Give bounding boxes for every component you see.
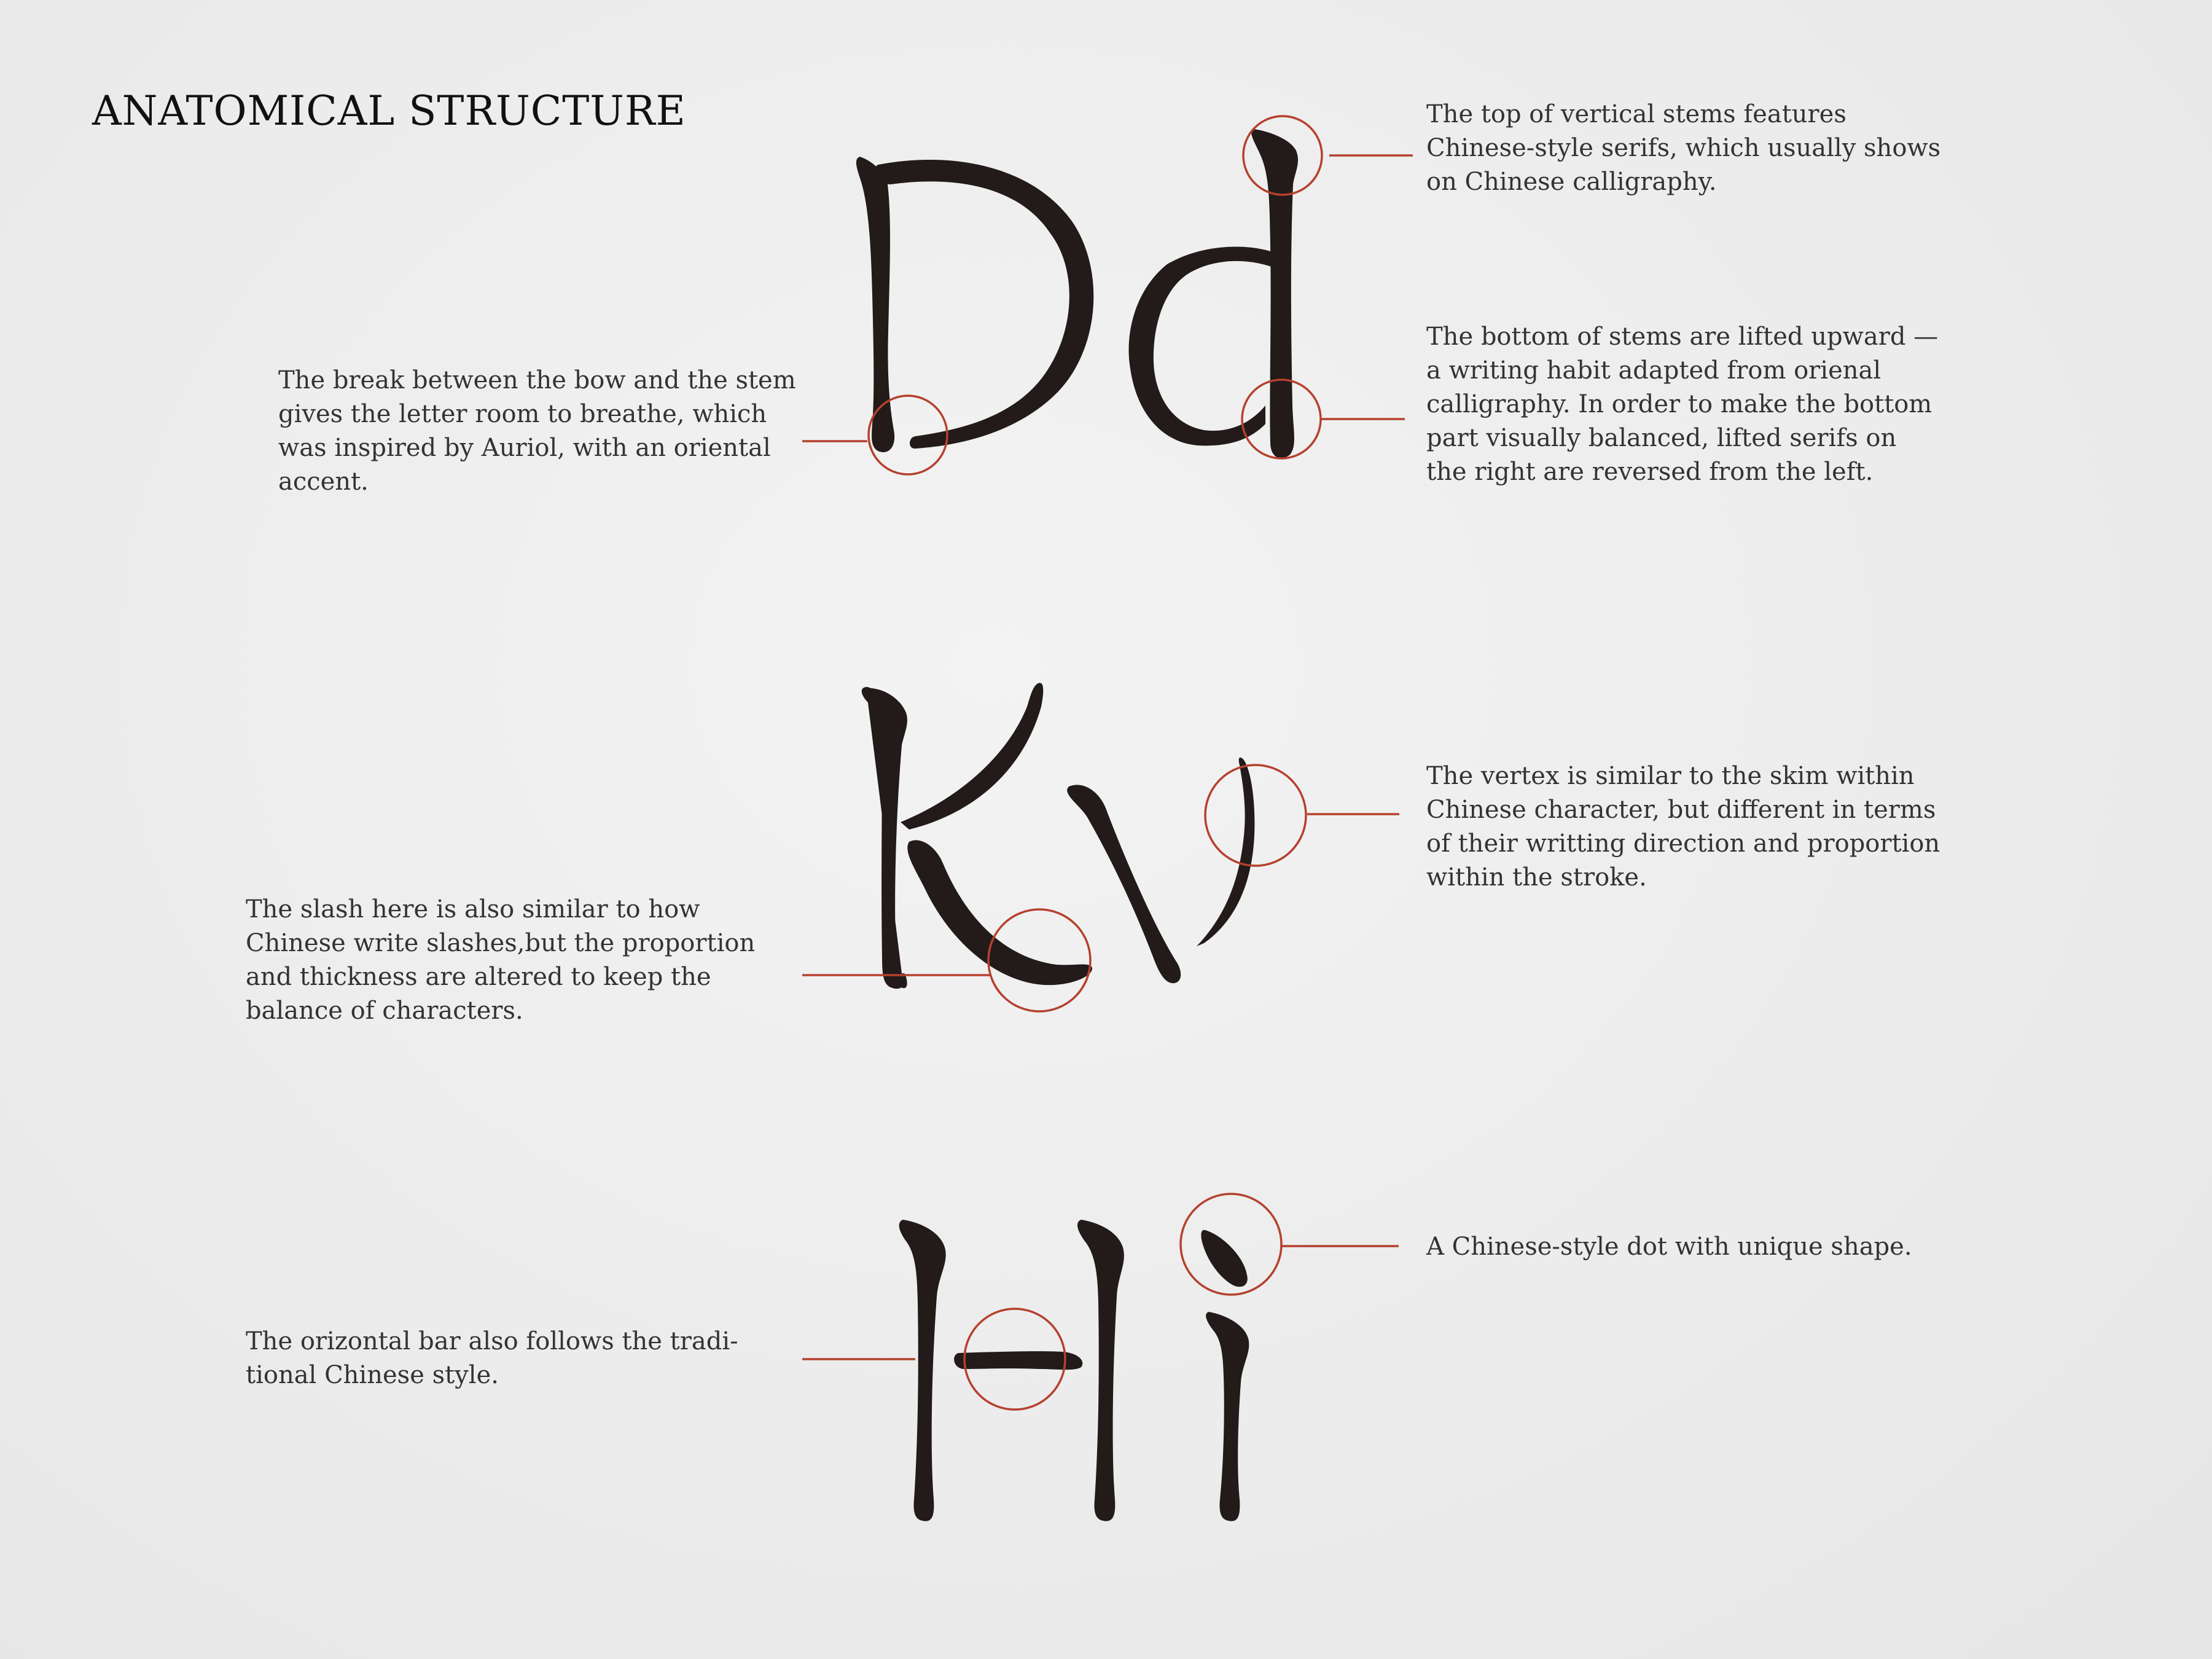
glyph-i-dot [1201,1230,1247,1287]
glyph-v-left [1067,785,1181,983]
note-bottom-stem: The bottom of stems are lifted upward — a writing habit adapted from orienal calligraphy. In order to make the bottom part visually balanced, lifted serifs on the right are reversed from the left. [1426,323,1939,486]
note-vertex: The vertex is similar to the skim within Chinese character, but different in terms of their writting direction and proportion within the stroke. [1426,762,1940,892]
glyph-d-upper-stem [856,157,894,452]
specimen-dd [856,129,1298,458]
note-bar: The orizontal bar also follows the tradi- tional Chinese style. [246,1327,738,1389]
note-top-serif: The top of vertical stems features Chinese-style serifs, which usually shows on Chinese calligraphy. [1426,100,1941,196]
glyph-d-lower-bowl [1129,246,1281,445]
glyph-h-left-stem [899,1220,946,1521]
callout-circle-vertex [1205,765,1306,866]
glyph-k-arm [901,683,1043,830]
glyph-d-lower-stem [1251,129,1298,458]
page-title: ANATOMICAL STRUCTURE [92,87,686,135]
specimen-kv [862,683,1255,989]
glyph-k-leg [907,840,1092,985]
note-slash: The slash here is also similar to how Chinese write slashes,but the proportion and thickness are altered to keep the balance of characters. [246,895,756,1025]
glyph-v-right [1197,758,1254,946]
glyph-h-right-stem [1077,1220,1124,1521]
note-bow-break: The break between the bow and the stem gives the letter room to breathe, which was inspired by Auriol, with an oriental accent. [278,366,796,496]
glyph-h-bar [954,1351,1082,1370]
note-dot: A Chinese-style dot with unique shape. [1426,1233,1912,1261]
specimen-hi [899,1220,1249,1521]
glyph-d-upper-bow [876,160,1093,449]
glyph-i-stem [1206,1312,1249,1521]
